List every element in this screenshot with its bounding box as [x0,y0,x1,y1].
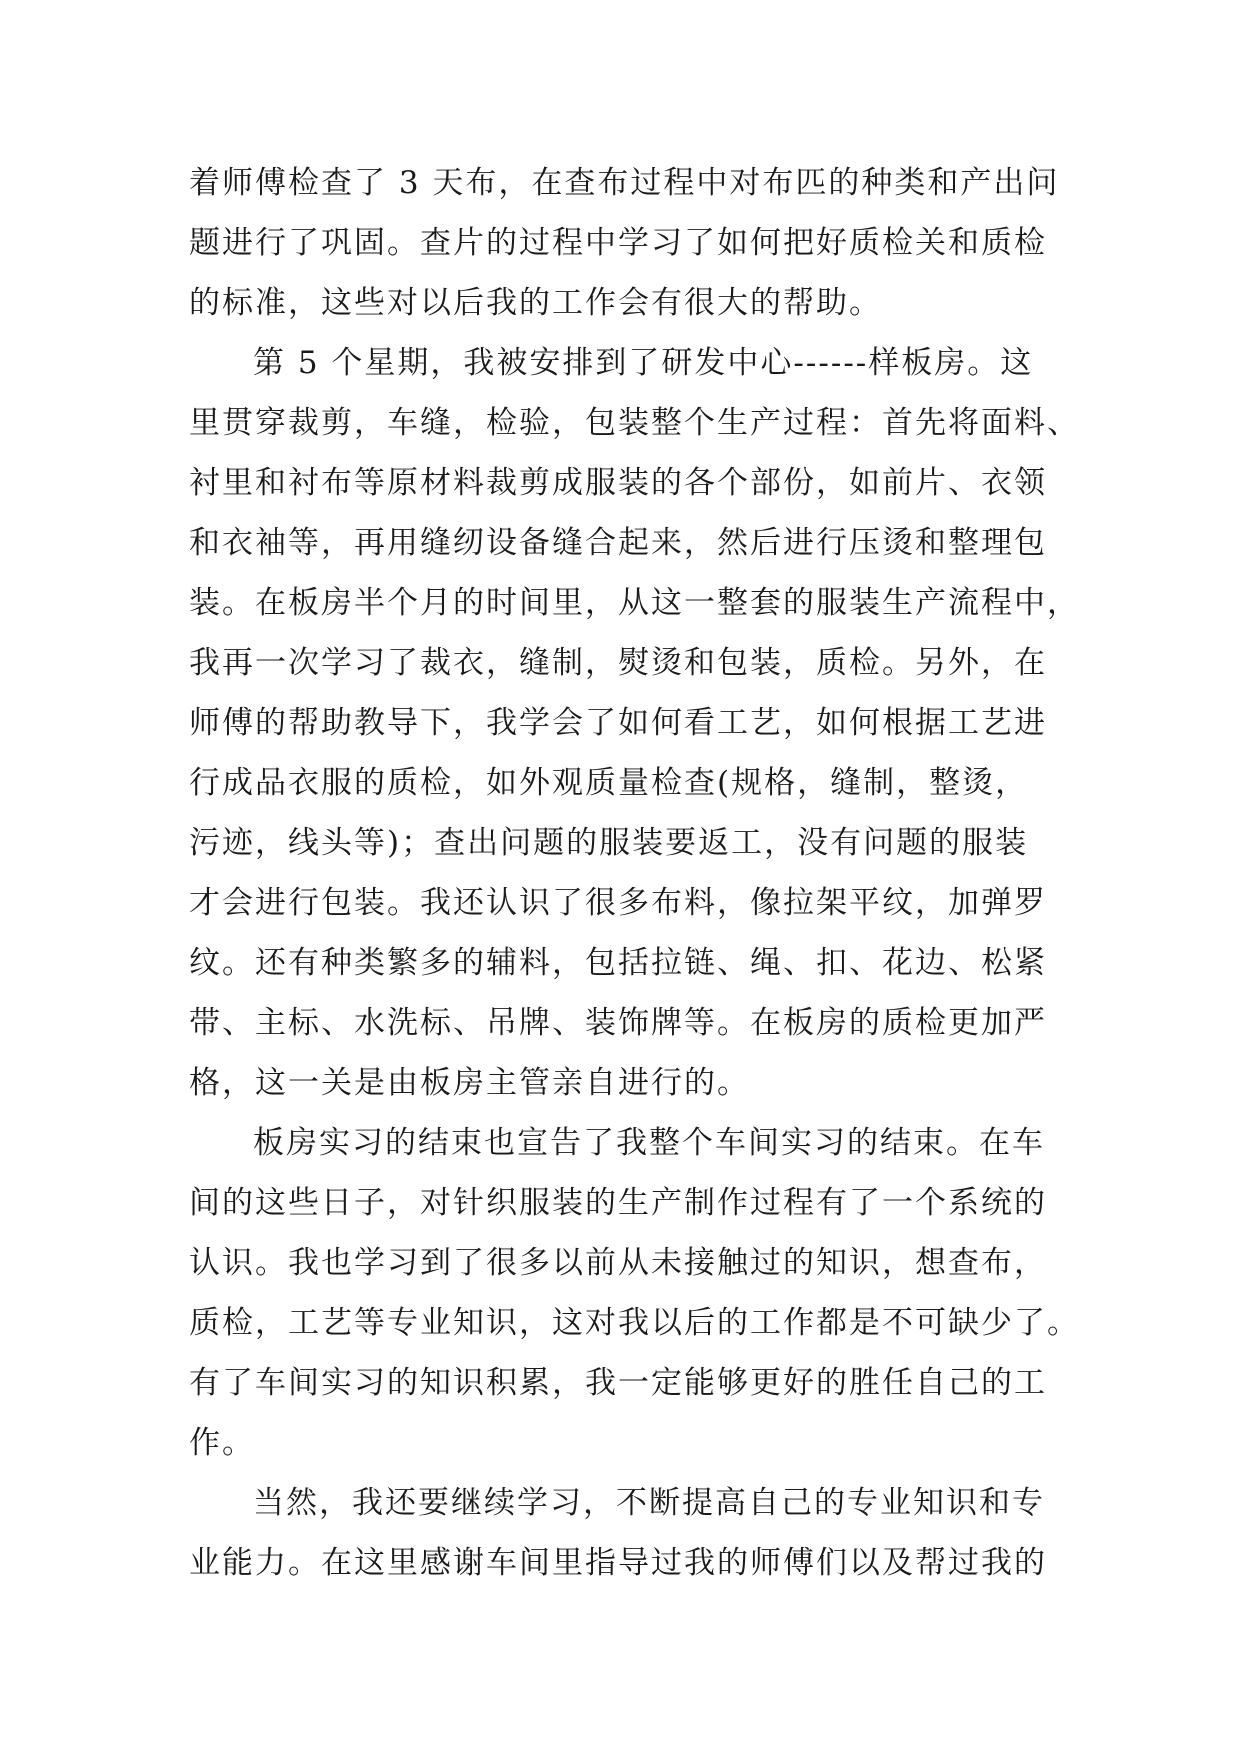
text-line: 业能力。在这里感谢车间里指导过我的师傅们以及帮过我的 [189,1545,1047,1581]
text-line: 带、主标、水洗标、吊牌、装饰牌等。在板房的质检更加严 [189,1005,1047,1041]
text-line: 才会进行包装。我还认识了很多布料，像拉架平纹，加弹罗 [189,885,1047,921]
text-line: 衬里和衬布等原材料裁剪成服装的各个部份，如前片、衣领 [189,465,1047,501]
text-line: 认识。我也学习到了很多以前从未接触过的知识，想查布， [189,1245,1047,1281]
text-line: 格，这一关是由板房主管亲自进行的。 [189,1065,750,1101]
text-line: 的标准，这些对以后我的工作会有很大的帮助。 [189,285,882,321]
text-line: 作。 [189,1425,255,1461]
text-line: 和衣袖等，再用缝纫设备缝合起来，然后进行压烫和整理包 [189,525,1047,561]
text-line: 着师傅检查了 3 天布，在查布过程中对布匹的种类和产出问 [189,165,1060,201]
text-line: 纹。还有种类繁多的辅料，包括拉链、绳、扣、花边、松紧 [189,945,1047,981]
paragraph-first-line: 当然，我还要继续学习，不断提高自己的专业知识和专 [253,1485,1045,1521]
paragraph-first-line: 板房实习的结束也宣告了我整个车间实习的结束。在车 [253,1125,1045,1161]
text-line: 间的这些日子，对针织服装的生产制作过程有了一个系统的 [189,1185,1047,1221]
text-line: 污迹，线头等)；查出问题的服装要返工，没有问题的服装 [189,825,1029,861]
text-line: 质检，工艺等专业知识，这对我以后的工作都是不可缺少了。 [189,1305,1080,1341]
text-line: 有了车间实习的知识积累，我一定能够更好的胜任自己的工 [189,1365,1047,1401]
text-line: 里贯穿裁剪，车缝，检验，包装整个生产过程：首先将面料、 [189,405,1080,441]
text-line: 行成品衣服的质检，如外观质量检查(规格，缝制，整烫， [189,765,1029,801]
text-line: 装。在板房半个月的时间里，从这一整套的服装生产流程中， [189,585,1080,621]
text-line: 师傅的帮助教导下，我学会了如何看工艺，如何根据工艺进 [189,705,1047,741]
text-line: 题进行了巩固。查片的过程中学习了如何把好质检关和质检 [189,225,1047,261]
text-line: 我再一次学习了裁衣，缝制，熨烫和包装，质检。另外，在 [189,645,1047,681]
paragraph-first-line: 第 5 个星期，我被安排到了研发中心------样板房。这 [253,345,1034,381]
document-body [189,153,1080,1593]
